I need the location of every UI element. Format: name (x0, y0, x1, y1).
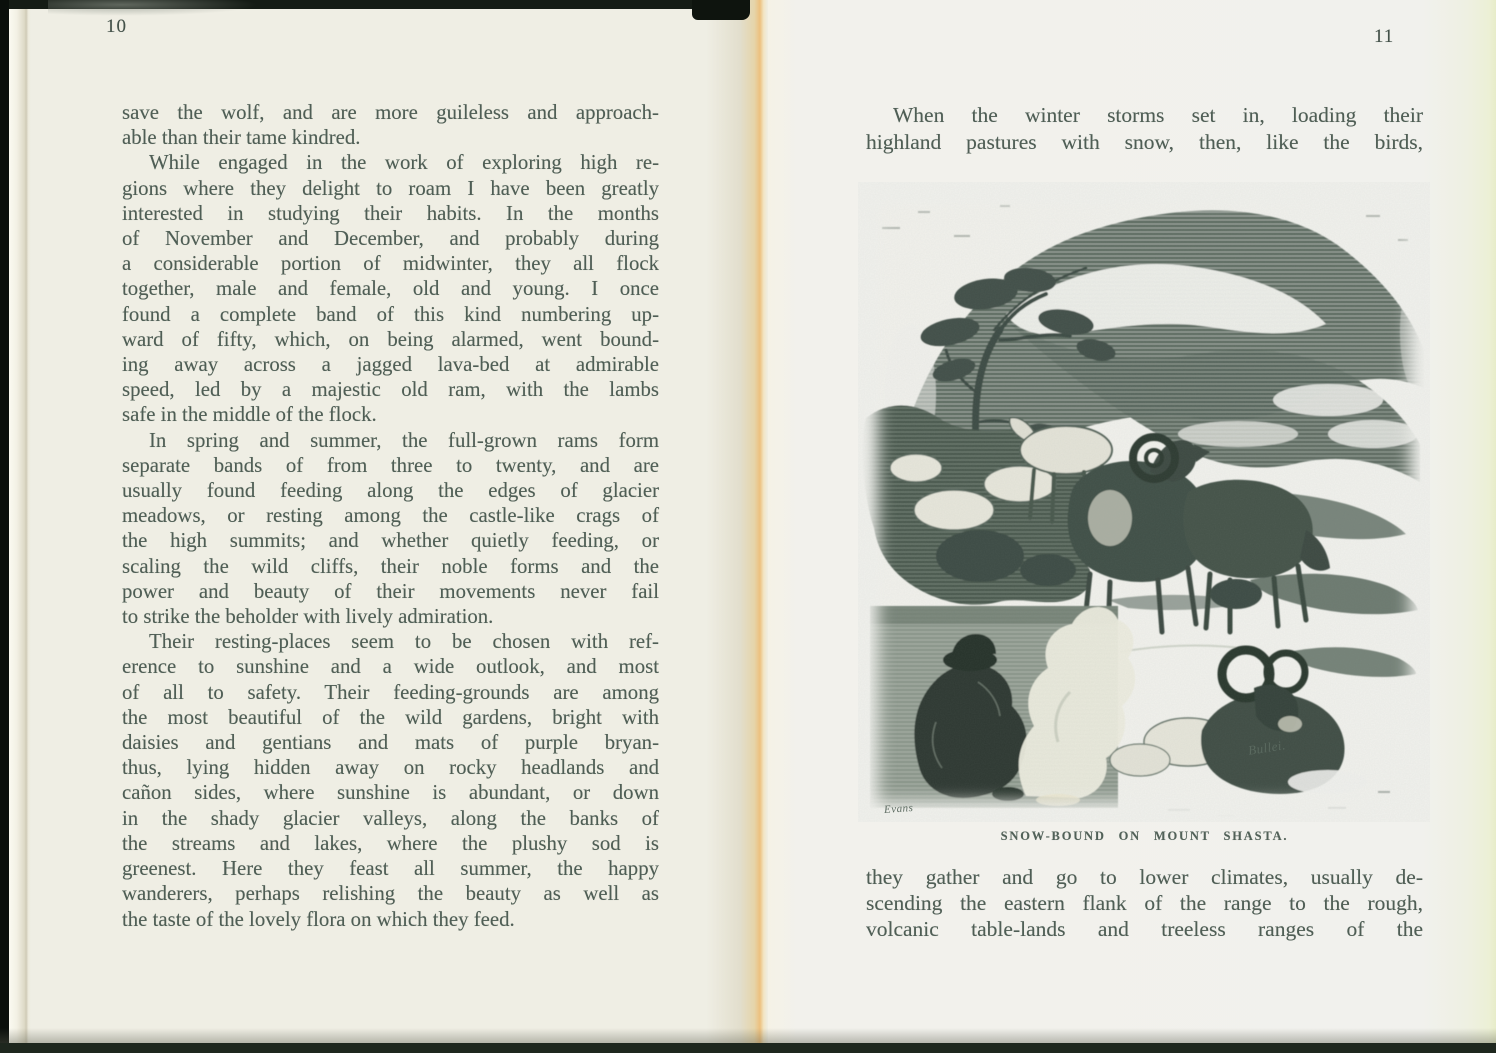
text-line: thus, lying hidden away on rocky headlands and (122, 756, 659, 780)
text-line: they gather and go to lower climates, usually de- (866, 865, 1423, 889)
paragraph (122, 428, 659, 630)
right-page-number: 11 (1374, 26, 1395, 47)
text-line: greenest. Here they feast all summer, the happy (122, 857, 659, 881)
text-line: in the shady glacier valleys, along the banks of (122, 806, 659, 830)
text-line: While engaged in the work of exploring high re- (149, 151, 659, 175)
left-page-edge (9, 0, 31, 1044)
text-line: cañon sides, where sunshine is abundant, or down (122, 781, 659, 805)
text-line: usually found feeding along the edges of glacier (122, 479, 659, 503)
text-line: found a complete band of this kind numbering up- (122, 302, 659, 326)
text-line: ward of fifty, which, on being alarmed, went bound- (122, 327, 659, 351)
text-line: scaling the wild cliffs, their noble forms and the (122, 554, 659, 578)
text-line: ing away across a jagged lava-bed at admirable (122, 353, 659, 377)
text-line: meadows, or resting among the castle-like crags of (122, 504, 659, 528)
binding-bottom-band (0, 1043, 1496, 1053)
engraving-svg (858, 182, 1430, 822)
text-line: erence to sunshine and a wide outlook, and most (122, 655, 659, 679)
text-line: When the winter storms set in, loading their (893, 103, 1423, 127)
right-page-bottom-text (866, 864, 1423, 943)
text-line: highland pastures with snow, then, like the birds, (866, 129, 1423, 154)
page-bottom-shadow (0, 1028, 1496, 1043)
text-line: save the wolf, and are more guileless and approach- (122, 101, 659, 124)
paragraph (122, 150, 659, 427)
text-line: the most beautiful of the wild gardens, bright with (122, 705, 659, 729)
scan-smudge (48, 0, 258, 16)
paragraph (122, 629, 659, 931)
text-line: the taste of the lovely flora on which they feed. (122, 907, 515, 931)
text-line: In spring and summer, the full-grown rams form (149, 428, 659, 452)
text-line: daisies and gentians and mats of purple bryan- (122, 731, 659, 755)
text-line: separate bands of from three to twenty, and are (122, 453, 659, 477)
paragraph (866, 864, 1423, 943)
text-line: scending the eastern flank of the range to the rough, (866, 891, 1423, 916)
text-line: interested in studying their habits. In the months (122, 201, 659, 225)
binding-top-gutter-shadow (692, 0, 750, 20)
gutter-fold (706, 0, 768, 1044)
text-line: volcanic table-lands and treeless ranges of the (866, 917, 1423, 942)
text-line: Their resting-places seem to be chosen with ref- (149, 630, 659, 654)
text-line: of November and December, and probably during (122, 227, 659, 251)
engraver-signature: Evans (883, 801, 914, 817)
artist-signature: Bullei. (1246, 737, 1287, 758)
text-line: wanderers, perhaps relishing the beauty as well as (122, 882, 659, 906)
illustration-caption: SNOW-BOUND ON MOUNT SHASTA. (1000, 829, 1289, 843)
text-line: together, male and female, old and young. I once (122, 277, 659, 301)
text-line: a considerable portion of midwinter, they all flock (122, 252, 659, 276)
paragraph (122, 100, 659, 150)
text-line: the high summits; and whether quietly feeding, or (122, 529, 659, 553)
left-page-number: 10 (106, 16, 127, 37)
text-line: gions where they delight to roam I have been greatly (122, 176, 659, 200)
snow-bound-illustration (858, 182, 1430, 822)
text-line: safe in the middle of the flock. (122, 403, 377, 427)
binding-left-strip (0, 0, 9, 1053)
text-line: the streams and lakes, where the plushy sod is (122, 831, 659, 855)
paragraph (866, 102, 1423, 155)
text-line: power and beauty of their movements never fail (122, 579, 659, 603)
text-line: able than their tame kindred. (122, 126, 361, 150)
text-line: of all to safety. Their feeding-grounds are among (122, 680, 659, 704)
right-page-top-text (866, 102, 1423, 155)
left-page-text (122, 100, 659, 932)
text-line: speed, led by a majestic old ram, with the lambs (122, 378, 659, 402)
text-line: to strike the beholder with lively admiration. (122, 605, 494, 629)
